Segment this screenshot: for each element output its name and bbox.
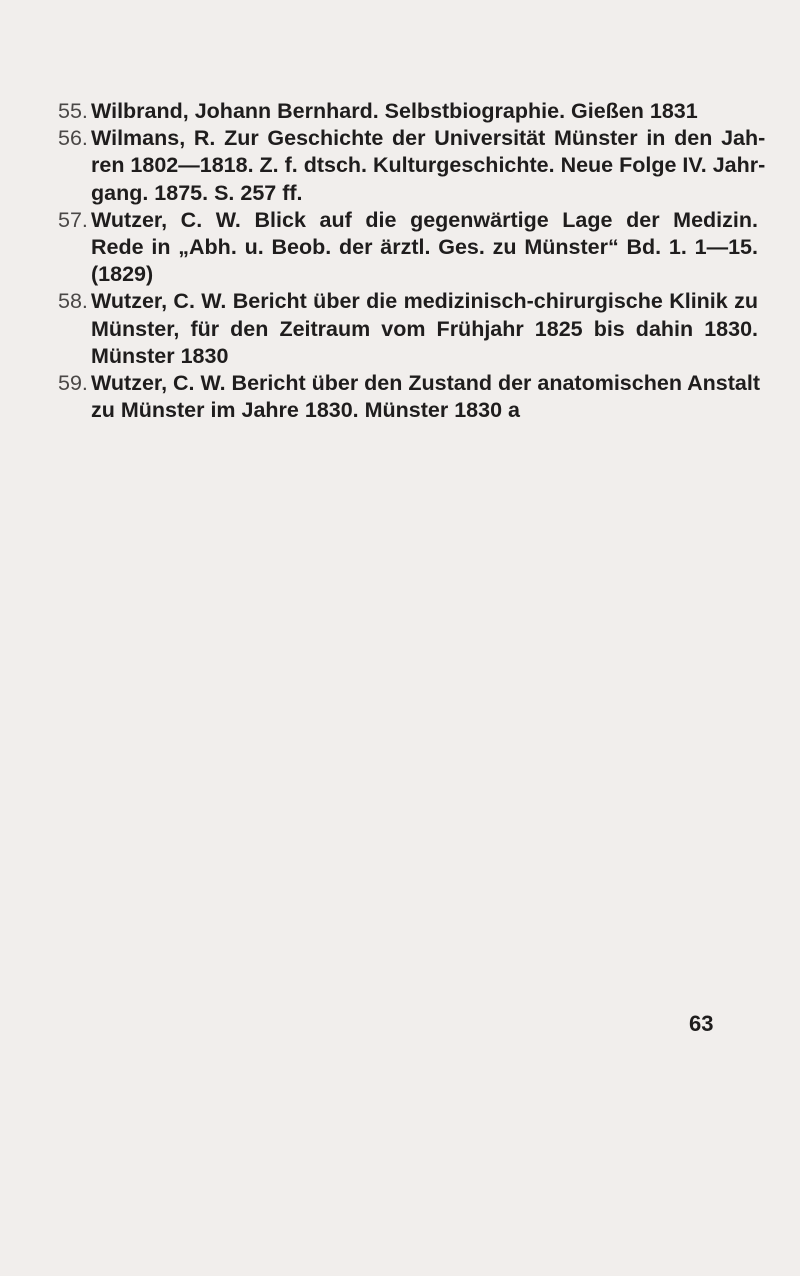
bibliography-entry-57 [58, 207, 758, 289]
bibliography-list [58, 98, 766, 424]
entry-number: 56. [58, 126, 88, 151]
entry-text [91, 370, 760, 424]
entry-number: 58. [58, 289, 88, 314]
entry-line: Münster 1830 [91, 343, 229, 368]
bibliography-entry-56 [58, 125, 766, 207]
entry-line: (1829) [91, 262, 154, 287]
entry-line: Wutzer, C. W. Bericht über die medizinisch-chirurgische Klinik zu [91, 289, 758, 314]
entry-line: Wilmans, R. Zur Geschichte der Universität Münster in den Jah- [91, 126, 766, 151]
entry-line: Wutzer, C. W. Bericht über den Zustand der anatomischen Anstalt [91, 371, 760, 396]
entry-line: gang. 1875. S. 257 ff. [91, 180, 303, 205]
bibliography-entry-59 [58, 370, 758, 424]
bibliography-entry-55 [58, 98, 758, 125]
entry-text [91, 125, 765, 207]
entry-text [91, 207, 758, 289]
entry-line: Wutzer, C. W. Blick auf die gegenwärtige Lage der Medizin. [91, 207, 758, 232]
entry-line: Münster, für den Zeitraum vom Frühjahr 1825 bis dahin 1830. [91, 316, 758, 341]
entry-number: 57. [58, 207, 88, 232]
entry-text [91, 288, 758, 370]
entry-number: 55. [58, 99, 88, 123]
page-number: 63 [689, 1011, 714, 1036]
entry-number: 59. [58, 371, 88, 396]
entry-line: Wilbrand, Johann Bernhard. Selbstbiographie. Gießen 1831 [91, 99, 698, 123]
entry-line: zu Münster im Jahre 1830. Münster 1830 a [91, 398, 520, 423]
entry-text [91, 98, 758, 125]
bibliography-entry-58 [58, 288, 758, 370]
entry-line: Rede in „Abh. u. Beob. der ärztl. Ges. zu Münster“ Bd. 1. 1—15. [91, 235, 758, 260]
entry-line: ren 1802—1818. Z. f. dtsch. Kulturgeschichte. Neue Folge IV. Jahr- [91, 153, 766, 178]
